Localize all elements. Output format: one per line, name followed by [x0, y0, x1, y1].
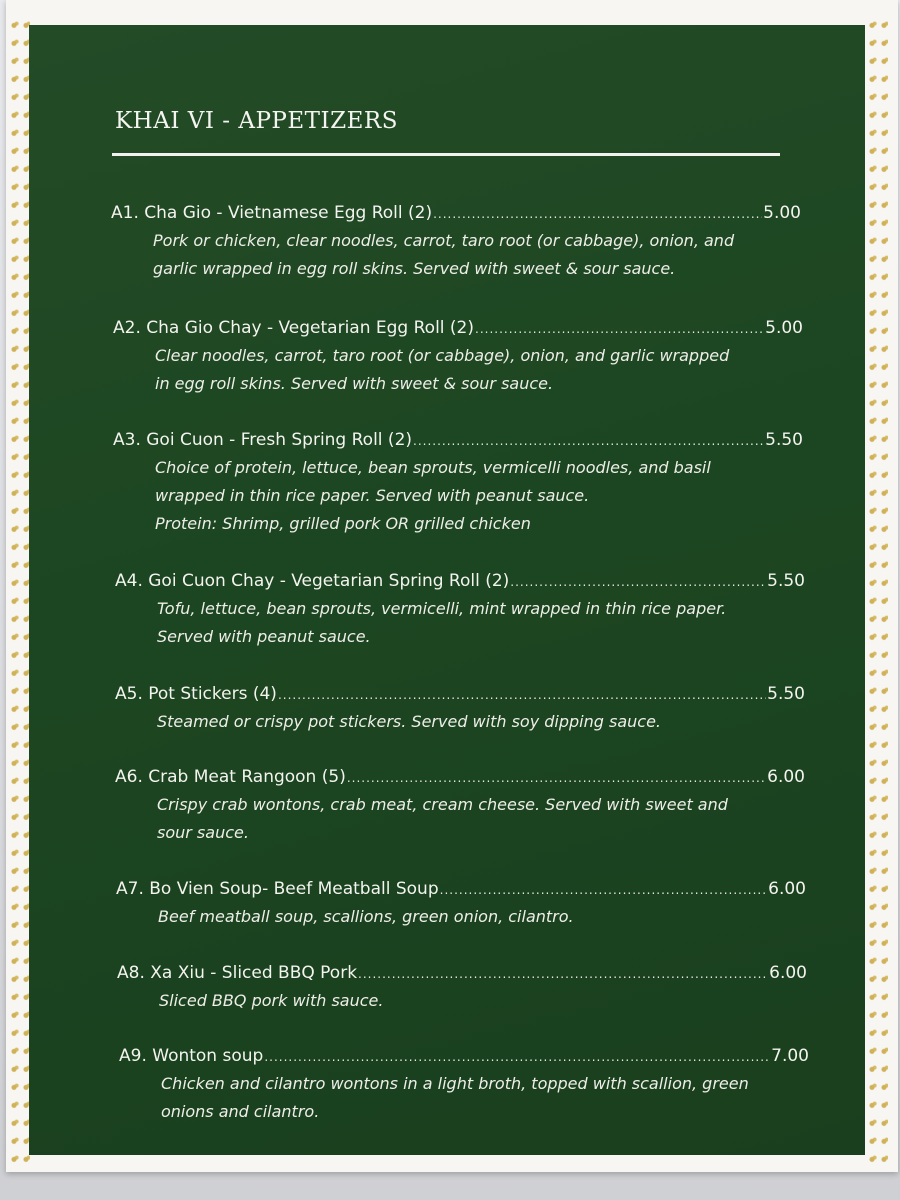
- dot-leader: [413, 430, 764, 452]
- item-price: 6.00: [768, 879, 806, 899]
- item-description: Choice of protein, lettuce, bean sprouts, vermicelli noodles, and basil wrapped in thin rice paper. Served with peanut sauce. Protein: Shrimp, grilled pork OR grilled chicken: [155, 458, 711, 533]
- item-description: Beef meatball soup, scallions, green onion, cilantro.: [158, 907, 574, 926]
- title-divider: [112, 153, 780, 156]
- decorative-border-left: [8, 20, 30, 1170]
- dot-leader: [475, 318, 764, 340]
- item-price: 6.00: [767, 767, 805, 787]
- menu-item-a8: [117, 962, 807, 1015]
- item-name: A5. Pot Stickers (4): [115, 684, 277, 704]
- dot-leader: [278, 684, 766, 706]
- dot-leader: [440, 879, 768, 901]
- dot-leader: [264, 1046, 770, 1068]
- item-name: A7. Bo Vien Soup- Beef Meatball Soup: [116, 879, 439, 899]
- menu-item-a4: [115, 570, 805, 651]
- menu-item-a5: [115, 683, 805, 736]
- item-name: A3. Goi Cuon - Fresh Spring Roll (2): [113, 430, 413, 450]
- item-description: Tofu, lettuce, bean sprouts, vermicelli, mint wrapped in thin rice paper. Served with peanut sauce.: [157, 599, 727, 646]
- menu-item-a2: [113, 317, 803, 398]
- item-description: Clear noodles, carrot, taro root (or cabbage), onion, and garlic wrapped in egg roll skins. Served with sweet & sour sauce.: [155, 346, 730, 393]
- item-price: 5.50: [767, 684, 805, 704]
- item-price: 5.50: [765, 430, 803, 450]
- menu-item-a7: [116, 878, 806, 931]
- menu-item-a9: [119, 1045, 809, 1126]
- menu-item-a1: [111, 202, 801, 283]
- menu-panel: [29, 25, 865, 1155]
- dot-leader: [347, 767, 766, 789]
- item-price: 5.50: [767, 571, 805, 591]
- item-price: 6.00: [769, 963, 807, 983]
- item-description: Steamed or crispy pot stickers. Served with soy dipping sauce.: [157, 712, 662, 731]
- item-description: Chicken and cilantro wontons in a light broth, topped with scallion, green onions and cilantro.: [161, 1074, 749, 1121]
- dot-leader: [510, 571, 766, 593]
- item-name: A2. Cha Gio Chay - Vegetarian Egg Roll (2): [113, 318, 475, 338]
- item-name: A1. Cha Gio - Vietnamese Egg Roll (2): [111, 203, 433, 223]
- item-price: 7.00: [771, 1046, 809, 1066]
- item-name: A4. Goi Cuon Chay - Vegetarian Spring Roll (2): [115, 571, 510, 591]
- item-description: Pork or chicken, clear noodles, carrot, taro root (or cabbage), onion, and garlic wrapped in egg roll skins. Served with sweet & sour sauce.: [153, 231, 735, 278]
- item-name: A9. Wonton soup: [119, 1046, 264, 1066]
- dot-leader: [358, 963, 768, 985]
- dot-leader: [433, 203, 762, 225]
- item-price: 5.00: [763, 203, 801, 223]
- item-description: Crispy crab wontons, crab meat, cream cheese. Served with sweet and sour sauce.: [157, 795, 728, 842]
- item-price: 5.00: [765, 318, 803, 338]
- item-name: A8. Xa Xiu - Sliced BBQ Pork: [117, 963, 358, 983]
- menu-item-a6: [115, 766, 805, 847]
- section-title: KHAI VI - APPETIZERS: [115, 108, 398, 134]
- decorative-border-right: [866, 20, 888, 1170]
- item-description: Sliced BBQ pork with sauce.: [159, 991, 384, 1010]
- menu-item-a3: [113, 429, 803, 538]
- item-name: A6. Crab Meat Rangoon (5): [115, 767, 346, 787]
